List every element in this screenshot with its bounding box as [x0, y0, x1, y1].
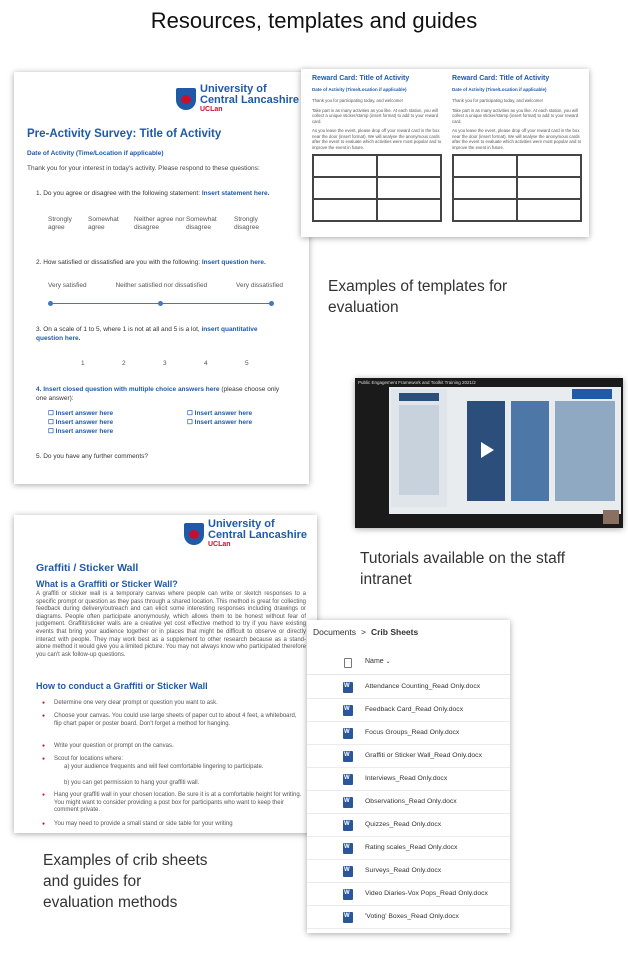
word-document-icon [343, 797, 353, 808]
reward-card-template [301, 69, 589, 237]
guide-title: Graffiti / Sticker Wall [36, 562, 139, 574]
survey-question-4: 4. Insert closed question with multiple choice answers here (please choose only one answer): [36, 386, 280, 402]
survey-question-5: 5. Do you have any further comments? [36, 453, 149, 460]
option: Somewhat agree [88, 216, 119, 231]
file-row[interactable] [307, 860, 510, 883]
file-row[interactable] [307, 722, 510, 745]
guide-bullet: ● Choose your canvas. You could use large sheets of paper cut to about 4 feet, a whiteboard, flip chart paper or poster board. Don't forget a method for hanging. [54, 713, 304, 728]
file-name[interactable]: Rating scales_Read Only.docx [365, 844, 458, 851]
page-heading: Resources, templates and guides [150, 8, 478, 33]
guide-subitem: a) your audience frequents and will feel comfortable lingering to participate. [64, 764, 264, 770]
scale-dot [158, 301, 163, 306]
file-name[interactable]: Video Diaries-Vox Pops_Read Only.docx [365, 890, 488, 897]
caption-templates: Examples of templates for evaluation [328, 278, 508, 316]
reward-paragraph: As you leave the event, please drop off your reward card in the box near the door (insert format). We will analyse the anonymous cards after the event to evaluate which activities were most popular and to improve the event in future. [312, 128, 442, 150]
file-row[interactable] [307, 745, 510, 768]
word-document-icon [343, 682, 353, 693]
file-row[interactable] [307, 837, 510, 860]
uclan-crest-icon [176, 88, 196, 110]
breadcrumb [313, 627, 418, 637]
guide-heading: How to conduct a Graffiti or Sticker Wall [36, 681, 208, 691]
name-column-header[interactable]: Name ⌄ [365, 658, 391, 665]
caption-crib: Examples of crib sheets and guides for evaluation methods [43, 852, 208, 911]
word-document-icon [343, 889, 353, 900]
scale-dot [269, 301, 274, 306]
option: Strongly disagree [234, 216, 259, 231]
graffiti-guide [14, 515, 317, 833]
scale-number: 5 [245, 360, 249, 367]
scale-label: Very dissatisfied [236, 282, 283, 289]
file-type-icon[interactable] [344, 658, 352, 668]
checkbox-answer: ☐ Insert answer here [48, 419, 114, 426]
survey-question-1: 1. Do you agree or disagree with the following statement: Insert statement here. [36, 190, 270, 197]
file-name[interactable]: Attendance Counting_Read Only.docx [365, 683, 481, 690]
video-title: Public Engagement Framework and Toolkit Training 2021/2 [358, 380, 476, 385]
logo-line-3: UCLan [200, 106, 223, 113]
guide-heading: What is a Graffiti or Sticker Wall? [36, 579, 178, 589]
survey-title: Pre-Activity Survey: Title of Activity [27, 128, 222, 140]
reward-date: Date of Activity (Time/Location if applicable) [312, 87, 407, 92]
survey-date: Date of Activity (Time/Location if applicable) [27, 150, 164, 157]
option: Strongly agree [48, 216, 72, 231]
scale-number: 2 [122, 360, 126, 367]
survey-intro: Thank you for your interest in today's activity. Please respond to these questions: [27, 165, 260, 172]
file-row[interactable] [307, 699, 510, 722]
uclan-crest-icon [184, 523, 204, 545]
logo-line-3: UCLan [208, 541, 231, 548]
reward-thanks: Thank you for participating today, and welcome! [312, 98, 403, 103]
satisfaction-labels [48, 282, 283, 290]
file-name[interactable]: Graffiti or Sticker Wall_Read Only.docx [365, 752, 482, 759]
checkbox-answer: ☐ Insert answer here [187, 419, 253, 426]
breadcrumb-documents[interactable]: Documents [313, 627, 356, 637]
guide-bullet: ● Write your question or prompt on the canvas. [54, 743, 304, 751]
reward-title: Reward Card: Title of Activity [312, 75, 410, 82]
option: Somewhat disagree [186, 216, 217, 231]
guide-bullet: ● Determine one very clear prompt or question you want to ask. [54, 700, 304, 708]
guide-bullet: ● Scout for locations where: [54, 756, 304, 764]
file-row[interactable] [307, 883, 510, 906]
word-document-icon [343, 820, 353, 831]
stamp-grid [312, 154, 442, 222]
uclan-logo [184, 519, 307, 549]
tutorial-video[interactable] [355, 378, 623, 528]
word-document-icon [343, 705, 353, 716]
stamp-grid [452, 154, 582, 222]
scale-number: 4 [204, 360, 208, 367]
survey-question-3: 3. On a scale of 1 to 5, where 1 is not at all and 5 is a lot, insert quantitative question here. [36, 326, 258, 342]
scale-number: 1 [81, 360, 85, 367]
file-name[interactable]: Surveys_Read Only.docx [365, 867, 442, 874]
reward-card-left [312, 75, 442, 222]
file-name[interactable]: Feedback Card_Read Only.docx [365, 706, 464, 713]
scale-label: Neither satisfied nor dissatisfied [115, 282, 208, 289]
file-row[interactable] [307, 768, 510, 791]
column-header [307, 653, 510, 675]
guide-paragraph: A graffiti or sticker wall is a temporary canvas where people can write or sketch responses to a specific prompt or question as they pass through a shared location. This method is great for collecting feedback during delivery/outreach and can elicit some interesting responses including drawings or diagrams. People often participate anonymously, which allows them to be honest without fear of judgement. Graffiti/sticker walls are a creative yet cost effective method to try if you have existing events that bring your audience together or in places that might be difficult to observe or directly interact with people. They may work best as a supplement to other research because as a stand-alone method it would give you a limited picture. You may not always know who participated therefore you can't ask follow-up questions. [36, 591, 306, 658]
guide-subitem: b) you can get permission to hang your graffiti wall. [64, 780, 200, 786]
file-name[interactable]: Focus Groups_Read Only.docx [365, 729, 460, 736]
scale-label: Very satisfied [48, 282, 87, 289]
file-row[interactable] [307, 906, 510, 929]
chevron-down-icon[interactable]: ⌄ [385, 659, 391, 665]
reward-paragraph: As you leave the event, please drop off your reward card in the box near the door (insert format). We will analyse the anonymous cards after the event to evaluate which activities were most popular and to improve the event in future. [452, 128, 582, 150]
number-scale [81, 360, 286, 368]
word-document-icon [343, 843, 353, 854]
pre-activity-survey-template [14, 72, 309, 484]
scale-dot [48, 301, 53, 306]
video-frame [389, 387, 621, 514]
word-document-icon [343, 866, 353, 877]
file-name[interactable]: Quizzes_Read Only.docx [365, 821, 442, 828]
checkbox-answer: ☐ Insert answer here [48, 428, 114, 435]
breadcrumb-crib-sheets[interactable]: Crib Sheets [370, 627, 419, 637]
file-row[interactable] [307, 814, 510, 837]
reward-paragraph: Take part in as many activities as you like. At each station, you will collect a unique sticker/stamp (insert format) to add to your reward card. [312, 107, 439, 124]
guide-bullet: ● You may need to provide a small stand or side table for your writing [54, 821, 304, 829]
checkbox-answer: ☐ Insert answer here [187, 410, 253, 417]
scale-number: 3 [163, 360, 167, 367]
file-name[interactable]: Observations_Read Only.docx [365, 798, 457, 805]
file-row[interactable] [307, 676, 510, 699]
document-library [307, 620, 510, 933]
survey-question-2: 2. How satisfied or dissatisfied are you with the following: Insert question here. [36, 259, 266, 266]
reward-date: Date of Activity (Time/Location if applicable) [452, 87, 547, 92]
word-document-icon [343, 751, 353, 762]
option: Neither agree nor disagree [134, 216, 185, 231]
caption-tutorials: Tutorials available on the staff intranet [360, 550, 566, 588]
reward-thanks: Thank you for participating today, and welcome! [452, 98, 543, 103]
file-row[interactable] [307, 791, 510, 814]
checkbox-answer: ☐ Insert answer here [48, 410, 114, 417]
likert-options [48, 216, 274, 232]
breadcrumb-separator: > [361, 627, 366, 637]
logo-line-1: University of [208, 518, 275, 530]
logo-line-1: University of [200, 83, 267, 95]
presenter-webcam [603, 510, 619, 524]
word-document-icon [343, 728, 353, 739]
uclan-logo [176, 84, 299, 114]
reward-title: Reward Card: Title of Activity [452, 75, 550, 82]
logo-line-2: Central Lancashire [208, 529, 308, 541]
file-name[interactable]: 'Voting' Boxes_Read Only.docx [365, 913, 459, 920]
reward-card-right [452, 75, 582, 222]
play-icon[interactable] [481, 442, 494, 458]
logo-line-2: Central Lancashire [200, 94, 300, 106]
reward-paragraph: Take part in as many activities as you like. At each station, you will collect a unique sticker/stamp (insert format) to add to your reward card. [452, 107, 579, 124]
guide-bullet: ● Hang your graffiti wall in your chosen location. Be sure it is at a comfortable height for writing. You might want to consider providing a post box for participants who want to keep their comment private. [54, 792, 304, 815]
word-document-icon [343, 774, 353, 785]
word-document-icon [343, 912, 353, 923]
file-name[interactable]: Interviews_Read Only.docx [365, 775, 448, 782]
satisfaction-scale [50, 303, 272, 304]
